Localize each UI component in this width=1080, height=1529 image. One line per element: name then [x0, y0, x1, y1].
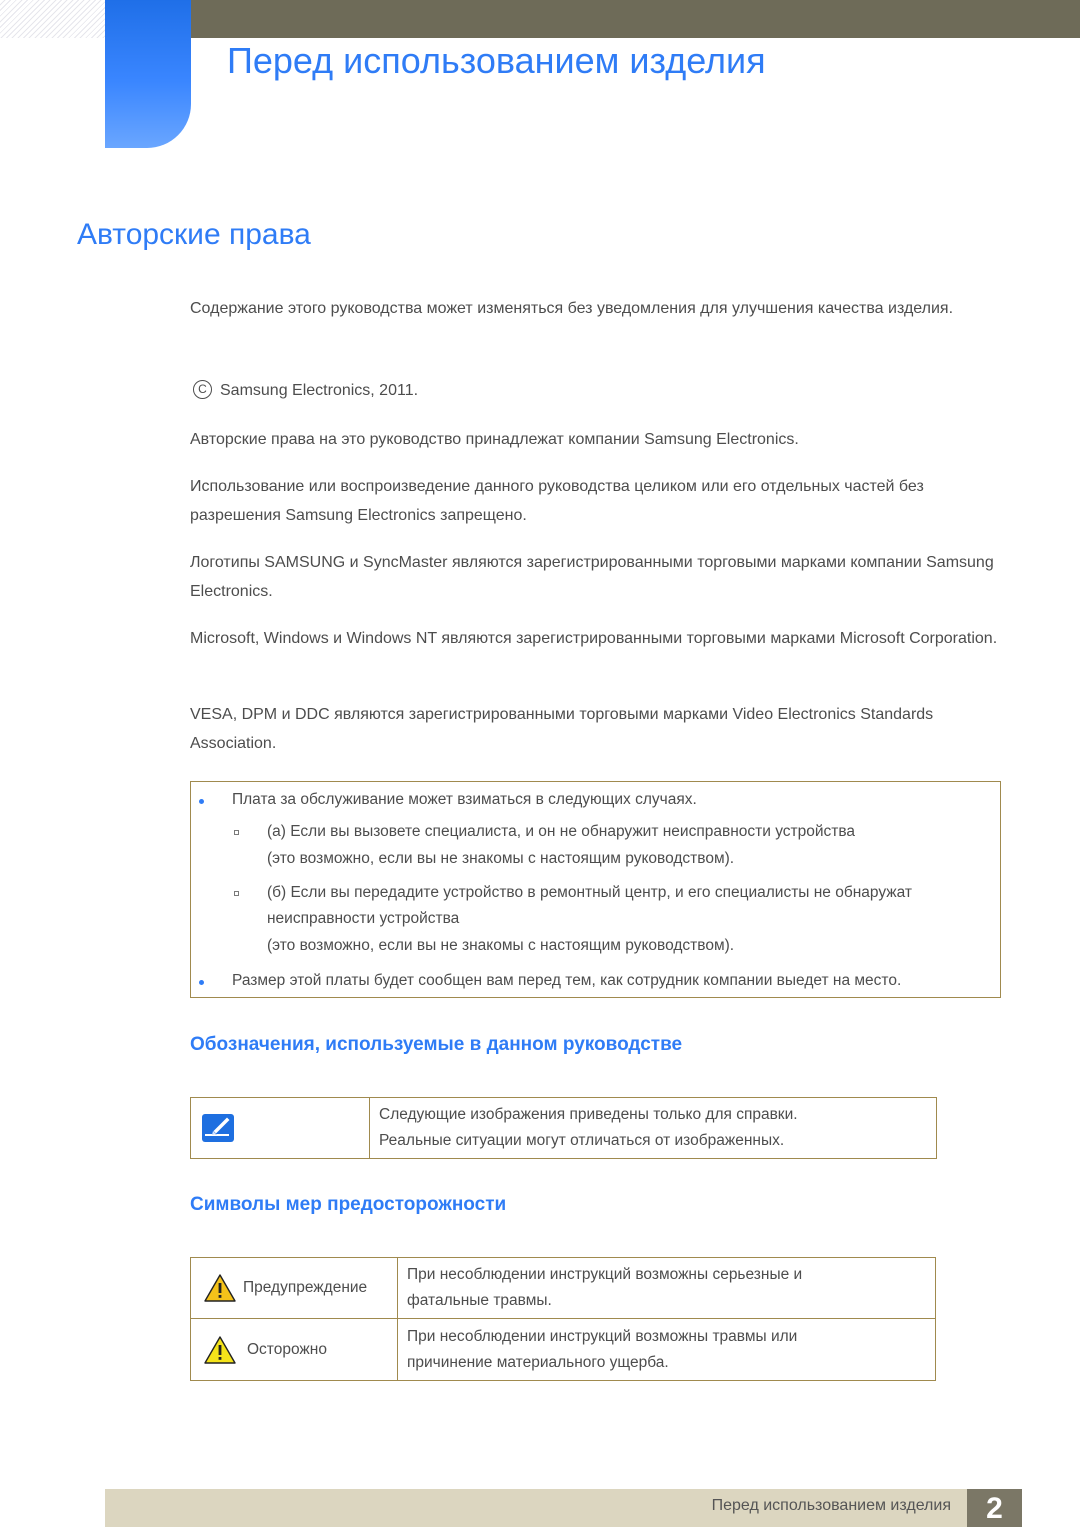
copyright-line — [193, 378, 418, 404]
paragraph-content-changes: Содержание этого руководства может изменяться без уведомления для улучшения качества изделия. — [190, 300, 954, 317]
safety-heading: Символы мер предосторожности — [190, 1194, 507, 1215]
note-pencil-icon — [201, 1112, 235, 1144]
paragraph-microsoft-trademarks: Microsoft, Windows и Windows NT являются зарегистрированными торговыми марками Microsoft Corporation. — [190, 630, 998, 647]
caution-text-cell — [398, 1319, 936, 1381]
conventions-note-line1: Следующие изображения приведены только для справки. — [379, 1106, 798, 1123]
notice-sub-a-line1: (а) Если вы вызовете специалиста, и он не обнаружит неисправности устройства — [267, 823, 856, 840]
page-number: 2 — [967, 1489, 1022, 1527]
conventions-text-cell — [370, 1098, 937, 1159]
conventions-heading: Обозначения, используемые в данном руководстве — [190, 1034, 683, 1055]
notice-sub-b-line2: неисправности устройства — [267, 910, 460, 927]
caution-icon — [203, 1335, 237, 1365]
notice-sub-a-line2: (это возможно, если вы не знакомы с настоящим руководством). — [267, 850, 735, 867]
warning-line1: При несоблюдении инструкций возможны серьезные и — [407, 1266, 803, 1283]
bullet-icon — [199, 799, 204, 804]
conventions-icon-cell — [191, 1098, 370, 1159]
warning-text-cell — [398, 1258, 936, 1319]
conventions-note-line2: Реальные ситуации могут отличаться от изображенных. — [379, 1132, 785, 1149]
warning-symbol-cell — [191, 1258, 398, 1319]
warning-label: Предупреждение — [243, 1279, 368, 1296]
footer-bar — [105, 1489, 967, 1527]
caution-symbol-cell — [191, 1319, 398, 1381]
section-title: Авторские права — [77, 218, 311, 251]
warning-line2: фатальные травмы. — [407, 1292, 552, 1309]
safety-table — [190, 1257, 936, 1381]
notice-bullet-1: Плата за обслуживание может взиматься в следующих случаях. — [232, 791, 697, 808]
sub-bullet-icon — [234, 830, 239, 835]
caution-line2: причинение материального ущерба. — [407, 1353, 669, 1371]
paragraph-rights-owner: Авторские права на это руководство принадлежат компании Samsung Electronics. — [190, 431, 799, 448]
paragraph-samsung-trademarks: Логотипы SAMSUNG и SyncMaster являются зарегистрированными торговыми марками компании Samsung Electronics. — [190, 554, 994, 600]
header-top-bar — [190, 0, 1080, 38]
header-hatch-pattern — [0, 0, 105, 38]
paragraph-reproduction: Использование или воспроизведение данного руководства целиком или его отдельных частей без разрешения Samsung Electronics запрещено. — [190, 478, 924, 524]
footer-chapter-label: Перед использованием изделия — [711, 1497, 951, 1514]
notice-sub-b-line1: (б) Если вы передадите устройство в ремонтный центр, и его специалисты не обнаружат — [267, 884, 913, 901]
warning-icon — [203, 1273, 237, 1303]
chapter-tab — [105, 0, 191, 148]
notice-bullet-2: Размер этой платы будет сообщен вам перед тем, как сотрудник компании выедет на место. — [232, 972, 902, 989]
sub-bullet-icon — [234, 891, 239, 896]
copyright-icon: C — [193, 380, 212, 399]
paragraph-vesa-trademarks: VESA, DPM и DDC являются зарегистрированными торговыми марками Video Electronics Standards Association. — [190, 706, 934, 752]
chapter-title: Перед использованием изделия — [227, 40, 766, 81]
conventions-table — [190, 1097, 937, 1159]
notice-sub-b-line3: (это возможно, если вы не знакомы с настоящим руководством). — [267, 937, 735, 954]
copyright-text: Samsung Electronics, 2011. — [220, 382, 419, 399]
caution-label: Осторожно — [247, 1340, 327, 1358]
bullet-icon — [199, 980, 204, 985]
caution-line1: При несоблюдении инструкций возможны травмы или — [407, 1327, 798, 1345]
service-fee-notice-box — [190, 781, 1001, 998]
